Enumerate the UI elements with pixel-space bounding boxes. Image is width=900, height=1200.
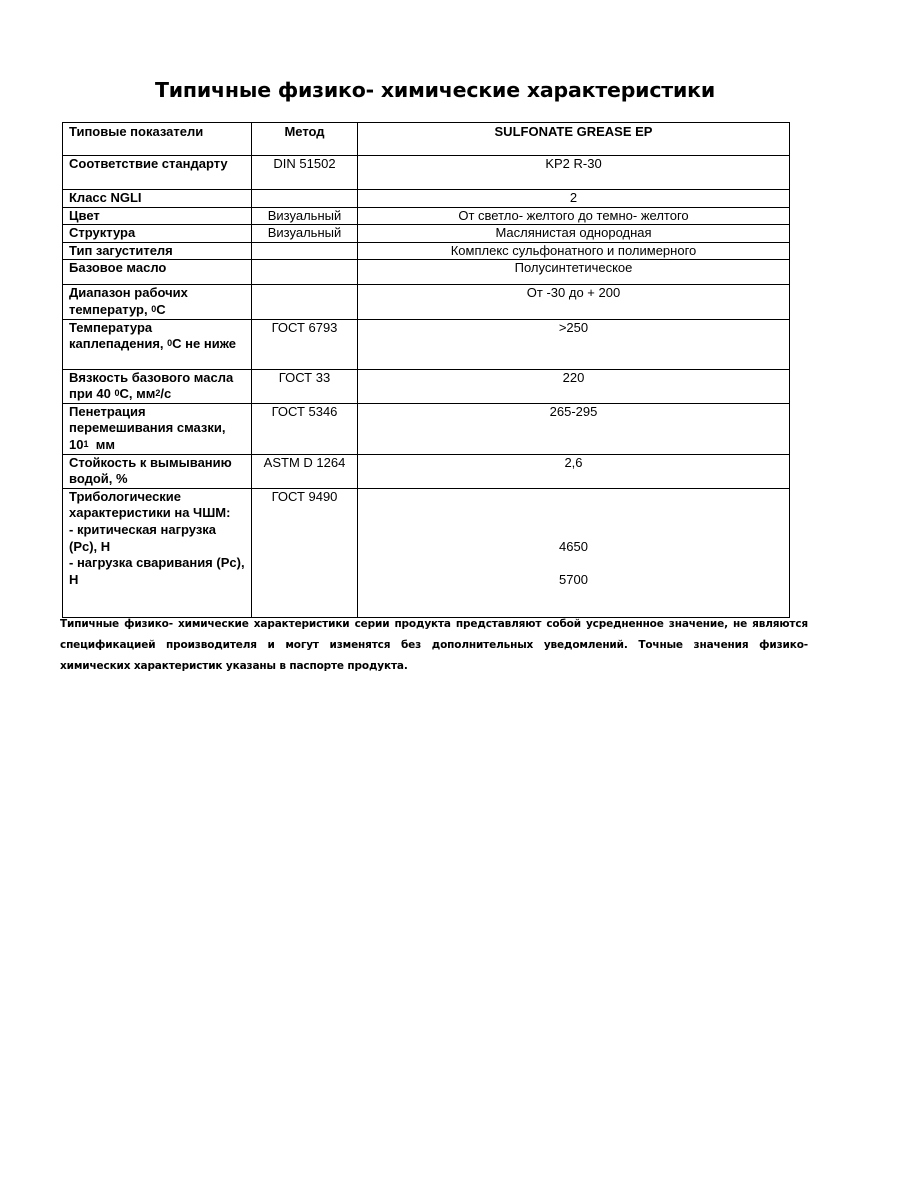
row-method: ASTM D 1264 xyxy=(252,454,358,488)
table-row xyxy=(63,242,790,260)
page-title: Типичные физико- химические характеристики xyxy=(154,78,716,102)
row-method: ГОСТ 6793 xyxy=(252,319,358,369)
row-method: Визуальный xyxy=(252,207,358,225)
param-superscript: 2 xyxy=(155,388,161,399)
row-method: ГОСТ 33 xyxy=(252,369,358,403)
table-row xyxy=(63,207,790,225)
row-value: 220 xyxy=(358,369,790,403)
param-superscript: 0 xyxy=(114,388,120,399)
disclaimer-note xyxy=(60,614,808,677)
row-method: ГОСТ 9490 xyxy=(252,488,358,617)
table-row xyxy=(63,260,790,285)
tribology-weld-load-label: - нагрузка сваривания (Рс), Н xyxy=(69,555,245,587)
row-method xyxy=(252,285,358,319)
row-parameter: Тип загустителя xyxy=(63,242,252,260)
note-line: спецификацией производителя и могут изменятся без дополнительных уведомлений. Точные значения физико- xyxy=(60,639,808,651)
note-line: химических характеристик указаны в паспорте продукта. xyxy=(60,660,408,672)
row-value: Полусинтетическое xyxy=(358,260,790,285)
tribology-weld-load-value: 5700 xyxy=(559,571,588,587)
param-superscript: 0 xyxy=(151,303,157,314)
header-parameter: Типовые показатели xyxy=(63,123,252,156)
row-method xyxy=(252,190,358,208)
row-value xyxy=(358,488,790,617)
row-parameter xyxy=(63,319,252,369)
param-text-unit: /с xyxy=(160,386,172,402)
param-text-unit: C не ниже xyxy=(172,336,236,352)
row-value: 2,6 xyxy=(358,454,790,488)
table-row xyxy=(63,285,790,319)
row-value: От -30 до + 200 xyxy=(358,285,790,319)
param-text-unit: C, мм xyxy=(119,386,156,402)
table-row xyxy=(63,225,790,243)
row-value: KP2 R-30 xyxy=(358,156,790,190)
tribology-heading: Трибологические характеристики на ЧШМ: xyxy=(69,488,231,521)
row-value: Комплекс сульфонатного и полимерного xyxy=(358,242,790,260)
param-text-unit: мм xyxy=(95,436,115,452)
row-method: Визуальный xyxy=(252,225,358,243)
row-method: DIN 51502 xyxy=(252,156,358,190)
table-row xyxy=(63,319,790,369)
header-method: Метод xyxy=(252,123,358,156)
tribology-critical-load-value: 4650 xyxy=(559,538,588,554)
row-parameter: Базовое масло xyxy=(63,260,252,285)
row-parameter: Соответствие стандарту xyxy=(63,156,252,190)
param-superscript: 0 xyxy=(167,338,173,349)
row-value: >250 xyxy=(358,319,790,369)
row-value: От светло- желтого до темно- желтого xyxy=(358,207,790,225)
param-text-unit: C xyxy=(156,301,166,317)
table-header-row xyxy=(63,123,790,156)
note-line: Типичные физико- химические характеристики серии продукта представляют собой усредненное значение, не являются xyxy=(60,618,808,630)
row-parameter: Класс NGLI xyxy=(63,190,252,208)
row-parameter: Структура xyxy=(63,225,252,243)
row-method xyxy=(252,260,358,285)
table-row xyxy=(63,190,790,208)
row-parameter xyxy=(63,285,252,319)
param-text: Диапазон рабочих температур, xyxy=(69,285,188,317)
row-parameter xyxy=(63,488,252,617)
row-parameter xyxy=(63,369,252,403)
row-parameter: Цвет xyxy=(63,207,252,225)
param-text: Температура каплепадения, xyxy=(69,319,164,352)
row-method: ГОСТ 5346 xyxy=(252,403,358,454)
row-value: 265-295 xyxy=(358,403,790,454)
table-row xyxy=(63,369,790,403)
table-row xyxy=(63,488,790,617)
spec-table xyxy=(62,122,790,618)
header-product: SULFONATE GREASE EP xyxy=(358,123,790,156)
row-value: 2 xyxy=(358,190,790,208)
table-row xyxy=(63,156,790,190)
row-method xyxy=(252,242,358,260)
param-text: Вязкость базового масла при 40 xyxy=(69,369,234,402)
table-row xyxy=(63,454,790,488)
param-superscript: 1 xyxy=(83,438,89,449)
row-parameter xyxy=(63,403,252,454)
table-row xyxy=(63,403,790,454)
tribology-critical-load-label: - критическая нагрузка (Рс), Н xyxy=(69,521,217,554)
param-text: Пенетрация перемешивания смазки, 10 xyxy=(69,403,226,452)
row-parameter: Стойкость к вымыванию водой, % xyxy=(63,454,252,488)
row-value: Маслянистая однородная xyxy=(358,225,790,243)
